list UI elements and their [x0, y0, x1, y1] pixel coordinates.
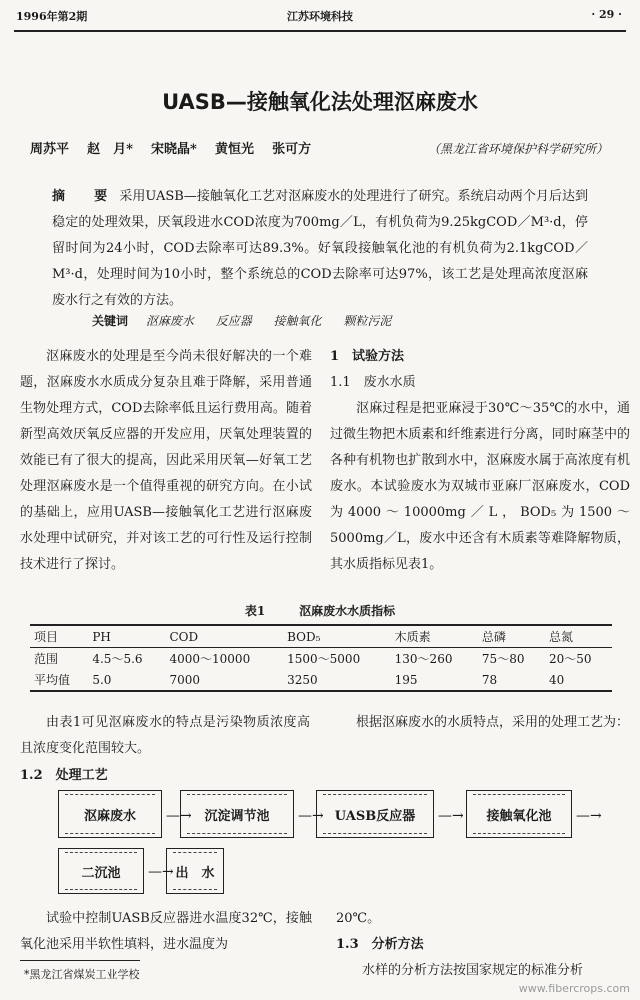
footnote-rule [20, 960, 140, 961]
header-issue: 1996年第2期 [16, 10, 88, 23]
header-rule [14, 30, 626, 32]
table-title: 沤麻废水水质指标 [299, 604, 396, 618]
table-cell: 5.0 [92, 672, 112, 687]
abstract-text: 采用UASB—接触氧化工艺对沤麻废水的处理进行了研究。系统启动两个月后达到稳定的处理效果，厌氧段进水COD浓度为700mg／L，有机负荷为9.25kgCOD／M³·d，停留时间为24小时，COD去除率可达89.3%。好氧段接触氧化池的有机负荷为2.1kgCOD／M³·d，处理时间为10小时，整个系统总的COD去除率可达97%，该工艺是处理高浓度沤麻废水行之有效的方法。 [52, 189, 588, 308]
section-paragraph: 沤麻过程是把亚麻浸于30℃～35℃的水中，通过微生物把木质素和纤维素进行分离，同时麻茎中的各种有机物也扩散到水中，沤麻废水属于高浓度有机废水。本试验废水为双城市亚麻厂沤麻废水，COD为4000～10000mg／L，BOD₅为1500～5000mg／L，废水中还含有木质素等难降解物质，其水质指标见表1。 [330, 401, 630, 572]
table-cell: 4000～10000 [169, 652, 251, 666]
table-cell: 130～260 [394, 652, 453, 666]
flow-arrow: —→ [148, 864, 174, 880]
abstract [52, 184, 588, 314]
flow-arrow: —→ [576, 808, 602, 824]
header-page-number: · 29 · [591, 8, 622, 21]
table-cell: 4.5～5.6 [92, 652, 143, 666]
table-header: BOD₅ [287, 629, 321, 644]
table-cell: 195 [394, 672, 418, 687]
table-cell: 7000 [169, 672, 201, 687]
flow-arrow: —→ [438, 808, 464, 824]
table-cell: 40 [548, 672, 565, 687]
header-journal: 江苏环境科技 [287, 10, 353, 23]
flow-box-effluent: 出 水 [166, 848, 224, 894]
subsection-heading: 1.2 处理工艺 [20, 768, 108, 783]
table-header-row [30, 625, 612, 648]
table-cell: 78 [481, 672, 498, 687]
author: 张可方 [272, 142, 312, 157]
author: 周苏平 [30, 142, 70, 157]
flow-box-contact-oxidation: 接触氧化池 [466, 790, 572, 838]
author: 黄恒光 [214, 142, 254, 157]
table-cell: 75～80 [481, 652, 525, 666]
table-header: 木质素 [394, 630, 431, 644]
flow-arrow: —→ [298, 808, 324, 824]
flow-box-uasb: UASB反应器 [316, 790, 434, 838]
subsection-heading: 1.3 分析方法 [336, 937, 424, 952]
flow-box-secondary-clarifier: 二沉池 [58, 848, 144, 894]
table-cell: 平均值 [34, 673, 71, 687]
watermark: www.fibercrops.com [518, 982, 630, 995]
author: 赵 月* [87, 142, 133, 157]
table-number: 表1 [244, 604, 266, 618]
keyword: 沤麻废水 [145, 314, 194, 328]
intro-paragraph: 沤麻废水的处理是至今尚未很好解决的一个难题，沤麻废水水质成分复杂且难于降解，采用普通生物处理方式，COD去除率低且运行费用高。随着新型高效厌氧反应器的开发应用，厌氧处理装置的效能已有了很大的提高，因此采用厌氧—好氧工艺处理沤麻废水是一个值得重视的研究方向。在小试的基础上，应用UASB—接触氧化工艺进行沤麻废水处理中试研究，并对该工艺的可行性及运行控制技术进行了探讨。 [20, 349, 312, 572]
affiliation: （黑龙江省环境保护科学研究所） [427, 142, 608, 156]
table-caption [0, 602, 640, 619]
process-intro: 根据沤麻废水的水质特点，采用的处理工艺为： [356, 715, 630, 730]
abstract-label: 摘 要 [52, 189, 116, 204]
table-discussion: 由表1可见沤麻废水的特点是污染物质浓度高且浓度变化范围较大。 [20, 715, 310, 756]
flow-arrow: —→ [166, 808, 192, 824]
table-row [30, 648, 612, 670]
paragraph-continuation: 20℃。 [336, 911, 381, 926]
keywords [92, 312, 409, 329]
process-paragraph: 试验中控制UASB反应器进水温度32℃，接触氧化池采用半软性填料，进水温度为 [20, 911, 312, 952]
table-cell: 范围 [34, 652, 59, 666]
flow-box-wastewater: 沤麻废水 [58, 790, 162, 838]
author-list [30, 138, 311, 157]
water-quality-table [30, 624, 612, 692]
flow-box-settling-tank: 沉淀调节池 [180, 790, 294, 838]
table-header: 项目 [34, 630, 59, 644]
table-row [30, 669, 612, 691]
section-1 [330, 344, 630, 578]
table-header: PH [92, 629, 111, 644]
keyword: 颗粒污泥 [343, 314, 392, 328]
table-header: COD [169, 629, 199, 644]
subsection-heading: 1.1 废水水质 [330, 375, 416, 390]
table-cell: 1500～5000 [287, 652, 361, 666]
table-header: 总氮 [548, 630, 573, 644]
paper-title: UASB—接触氧化法处理沤麻废水 [162, 90, 478, 114]
footnote: *黑龙江省煤炭工业学校 [24, 968, 140, 981]
table-header: 总磷 [481, 630, 506, 644]
section-1-3 [336, 906, 632, 984]
author: 宋晓晶* [151, 142, 197, 157]
keyword: 反应器 [215, 314, 252, 328]
keyword: 接触氧化 [273, 314, 322, 328]
keywords-label: 关键词 [92, 314, 129, 328]
table-cell: 20～50 [548, 652, 592, 666]
section-heading: 1 试验方法 [330, 349, 405, 364]
section-paragraph: 水样的分析方法按国家规定的标准分析 [362, 963, 584, 978]
table-cell: 3250 [287, 672, 318, 687]
